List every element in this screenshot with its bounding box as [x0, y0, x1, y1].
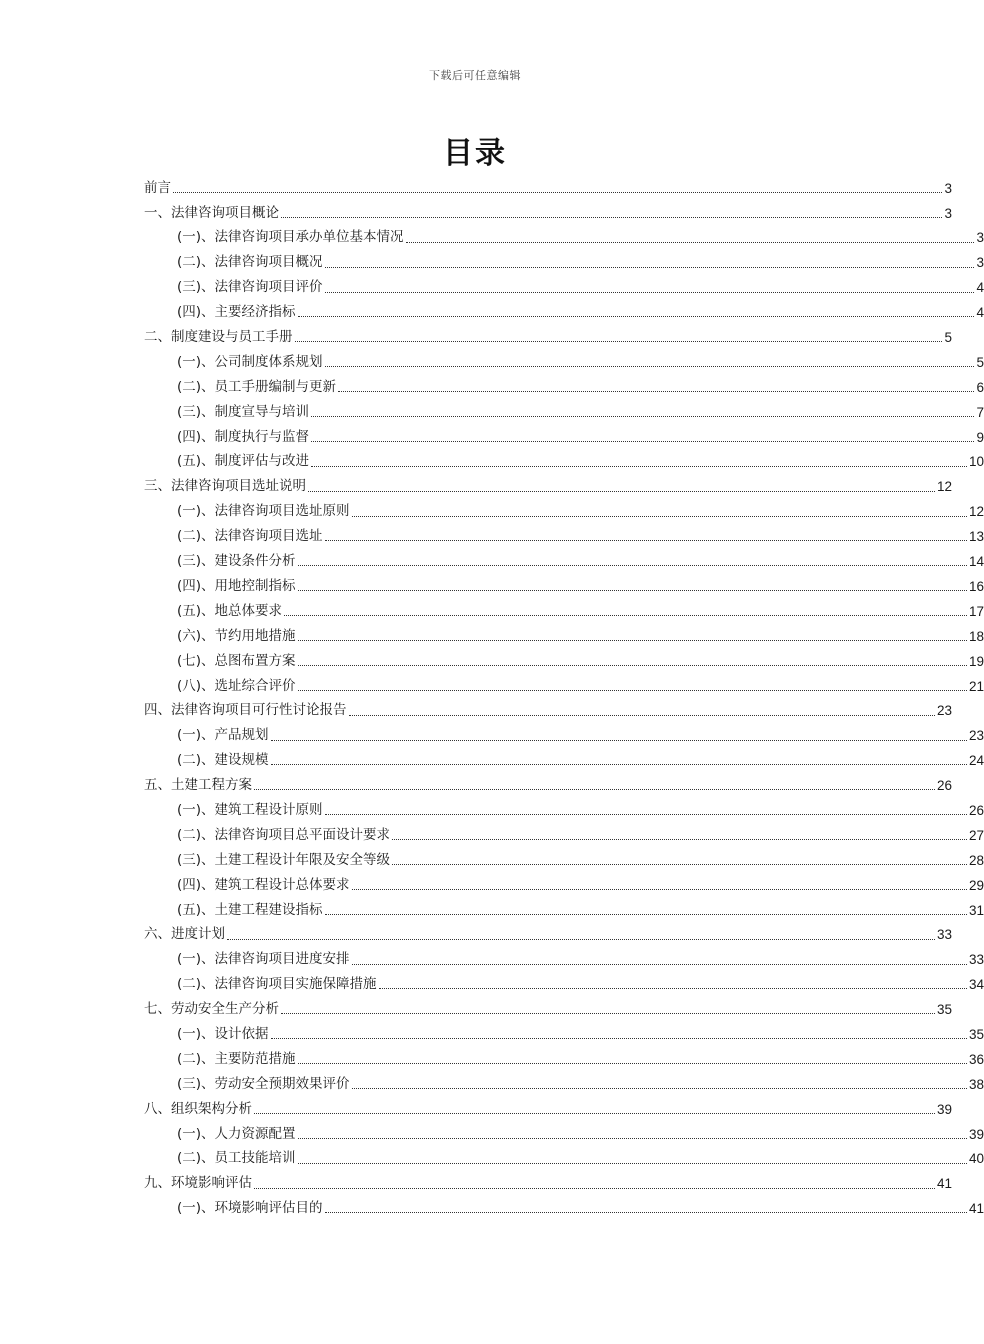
toc-page-number: 4	[976, 280, 984, 296]
toc-page-number: 10	[968, 454, 984, 470]
toc-section-entry[interactable]	[0, 276, 984, 301]
toc-page-number: 12	[968, 504, 984, 520]
toc-section-entry[interactable]	[0, 400, 984, 425]
toc-entry-text: (四)、建筑工程设计总体要求	[177, 876, 350, 893]
toc-entry-text: 六、进度计划	[144, 926, 225, 943]
toc-entry-text: (八)、选址综合评价	[177, 677, 296, 694]
toc-entry-text: 八、组织架构分析	[144, 1100, 252, 1117]
toc-page-number: 29	[968, 877, 984, 893]
toc-entry-text: 七、劳动安全生产分析	[144, 1001, 279, 1018]
toc-dot-leader	[173, 192, 942, 193]
toc-dot-leader	[352, 889, 967, 890]
toc-section-entry[interactable]	[0, 948, 984, 973]
toc-dot-leader	[325, 292, 975, 293]
toc-page-number: 3	[976, 230, 984, 246]
toc-chapter-entry[interactable]	[0, 997, 952, 1022]
toc-page-number: 24	[968, 753, 984, 769]
toc-page-number: 16	[968, 578, 984, 594]
toc-section-entry[interactable]	[0, 549, 984, 574]
toc-section-entry[interactable]	[0, 848, 984, 873]
toc-entry-text: (二)、员工手册编制与更新	[177, 378, 337, 395]
toc-entry-text: (四)、主要经济指标	[177, 304, 296, 321]
toc-page-number: 13	[968, 529, 984, 545]
toc-section-entry[interactable]	[0, 450, 984, 475]
toc-entry-text: (五)、制度评估与改进	[177, 453, 310, 470]
toc-entry-text: (二)、法律咨询项目选址	[177, 528, 323, 545]
toc-page-number: 27	[968, 827, 984, 843]
toc-page-number: 35	[936, 1002, 952, 1018]
toc-section-entry[interactable]	[0, 798, 984, 823]
header-note: 下载后可任意编辑	[429, 69, 521, 82]
toc-page-number: 14	[968, 554, 984, 570]
toc-page-number: 26	[968, 802, 984, 818]
toc-entry-text: 二、制度建设与员工手册	[144, 329, 293, 346]
toc-dot-leader	[352, 1088, 967, 1089]
toc-section-entry[interactable]	[0, 574, 984, 599]
toc-page-number: 33	[968, 952, 984, 968]
toc-section-entry[interactable]	[0, 898, 984, 923]
toc-page-number: 33	[936, 927, 952, 943]
toc-section-entry[interactable]	[0, 300, 984, 325]
toc-dot-leader	[298, 590, 967, 591]
toc-entry-text: (三)、法律咨询项目评价	[177, 279, 323, 296]
toc-entry-text: (一)、环境影响评估目的	[177, 1200, 323, 1217]
toc-section-entry[interactable]	[0, 1122, 984, 1147]
toc-entry-text: (一)、法律咨询项目进度安排	[177, 951, 350, 968]
toc-dot-leader	[311, 416, 974, 417]
toc-entry-text: (二)、员工技能培训	[177, 1150, 296, 1167]
toc-entry-text: 三、法律咨询项目选址说明	[144, 478, 306, 495]
toc-dot-leader	[338, 391, 974, 392]
toc-page-number: 12	[936, 479, 952, 495]
toc-page-number: 39	[936, 1101, 952, 1117]
toc-entry-text: (一)、法律咨询项目选址原则	[177, 503, 350, 520]
toc-dot-leader	[298, 665, 967, 666]
toc-entry-text: (一)、人力资源配置	[177, 1125, 296, 1142]
toc-entry-text: (一)、法律咨询项目承办单位基本情况	[177, 229, 404, 246]
toc-dot-leader	[325, 1212, 967, 1213]
toc-page-number: 3	[944, 180, 952, 196]
toc-entry-text: (二)、主要防范措施	[177, 1050, 296, 1067]
toc-entry-text: (五)、地总体要求	[177, 602, 283, 619]
toc-page-number: 5	[976, 354, 984, 370]
toc-dot-leader	[311, 466, 967, 467]
toc-page-number: 35	[968, 1026, 984, 1042]
toc-dot-leader	[254, 789, 935, 790]
toc-section-entry[interactable]	[0, 649, 984, 674]
toc-section-entry[interactable]	[0, 599, 984, 624]
toc-page-number: 21	[968, 678, 984, 694]
toc-dot-leader	[281, 217, 942, 218]
toc-page-number: 39	[968, 1126, 984, 1142]
toc-entry-text: 前言	[144, 179, 171, 196]
toc-dot-leader	[325, 914, 967, 915]
toc-entry-text: (一)、设计依据	[177, 1025, 269, 1042]
toc-section-entry[interactable]	[0, 350, 984, 375]
toc-section-entry[interactable]	[0, 251, 984, 276]
toc-list	[0, 176, 984, 1221]
toc-entry-text: 四、法律咨询项目可行性讨论报告	[144, 702, 347, 719]
toc-dot-leader	[271, 740, 967, 741]
toc-section-entry[interactable]	[0, 1022, 984, 1047]
toc-entry-text: (四)、制度执行与监督	[177, 428, 310, 445]
toc-entry-text: (一)、公司制度体系规划	[177, 353, 323, 370]
toc-section-entry[interactable]	[0, 748, 984, 773]
toc-dot-leader	[298, 1063, 967, 1064]
toc-dot-leader	[254, 1188, 935, 1189]
toc-section-entry[interactable]	[0, 1197, 984, 1222]
toc-section-entry[interactable]	[0, 1072, 984, 1097]
toc-entry-text: (一)、建筑工程设计原则	[177, 801, 323, 818]
toc-section-entry[interactable]	[0, 1047, 984, 1072]
toc-section-entry[interactable]	[0, 823, 984, 848]
toc-chapter-entry[interactable]	[0, 1172, 952, 1197]
toc-page-number: 34	[968, 977, 984, 993]
toc-page-number: 17	[968, 603, 984, 619]
toc-entry-text: 五、土建工程方案	[144, 777, 252, 794]
toc-chapter-entry[interactable]	[0, 201, 952, 226]
toc-dot-leader	[325, 814, 967, 815]
toc-dot-leader	[308, 491, 935, 492]
toc-page-number: 9	[976, 429, 984, 445]
toc-dot-leader	[281, 1013, 935, 1014]
toc-chapter-entry[interactable]	[0, 699, 952, 724]
toc-dot-leader	[392, 864, 967, 865]
toc-entry-text: (二)、法律咨询项目概况	[177, 254, 323, 271]
toc-page-number: 18	[968, 628, 984, 644]
toc-entry-text: (三)、土建工程设计年限及安全等级	[177, 851, 391, 868]
toc-entry-text: (五)、土建工程建设指标	[177, 901, 323, 918]
toc-dot-leader	[284, 615, 967, 616]
toc-section-entry[interactable]	[0, 425, 984, 450]
toc-entry-text: 九、环境影响评估	[144, 1175, 252, 1192]
toc-chapter-entry[interactable]	[0, 923, 952, 948]
toc-page-number: 31	[968, 902, 984, 918]
toc-dot-leader	[352, 516, 967, 517]
toc-page-number: 6	[976, 379, 984, 395]
toc-section-entry[interactable]	[0, 724, 984, 749]
toc-section-entry[interactable]	[0, 674, 984, 699]
toc-title: 目录	[443, 136, 507, 171]
toc-page-number: 4	[976, 305, 984, 321]
toc-entry-text: (三)、建设条件分析	[177, 553, 296, 570]
toc-dot-leader	[392, 839, 967, 840]
toc-entry-text: (二)、法律咨询项目总平面设计要求	[177, 826, 391, 843]
toc-page-number: 19	[968, 653, 984, 669]
toc-section-entry[interactable]	[0, 973, 984, 998]
toc-chapter-entry[interactable]	[0, 1097, 952, 1122]
toc-entry-text: (七)、总图布置方案	[177, 652, 296, 669]
toc-dot-leader	[298, 690, 967, 691]
toc-dot-leader	[271, 764, 967, 765]
toc-section-entry[interactable]	[0, 524, 984, 549]
toc-chapter-entry[interactable]	[0, 773, 952, 798]
toc-entry-text: (二)、建设规模	[177, 752, 269, 769]
toc-dot-leader	[349, 715, 935, 716]
toc-page-number: 41	[968, 1201, 984, 1217]
toc-page-number: 5	[944, 330, 952, 346]
toc-dot-leader	[227, 939, 935, 940]
toc-dot-leader	[298, 1138, 967, 1139]
toc-page-number: 26	[936, 778, 952, 794]
toc-section-entry[interactable]	[0, 624, 984, 649]
toc-dot-leader	[352, 964, 967, 965]
toc-dot-leader	[298, 1163, 967, 1164]
toc-entry-text: (三)、劳动安全预期效果评价	[177, 1075, 350, 1092]
toc-entry-text: (一)、产品规划	[177, 727, 269, 744]
toc-section-entry[interactable]	[0, 375, 984, 400]
toc-chapter-entry[interactable]	[0, 325, 952, 350]
toc-page-number: 3	[944, 205, 952, 221]
toc-page-number: 40	[968, 1151, 984, 1167]
toc-dot-leader	[295, 341, 943, 342]
toc-section-entry[interactable]	[0, 500, 984, 525]
toc-chapter-entry[interactable]	[0, 176, 952, 201]
toc-dot-leader	[298, 640, 967, 641]
toc-section-entry[interactable]	[0, 1147, 984, 1172]
toc-dot-leader	[311, 441, 974, 442]
toc-page-number: 28	[968, 852, 984, 868]
toc-section-entry[interactable]	[0, 226, 984, 251]
toc-page-number: 23	[968, 728, 984, 744]
toc-dot-leader	[298, 565, 967, 566]
toc-section-entry[interactable]	[0, 873, 984, 898]
toc-entry-text: (三)、制度宣导与培训	[177, 403, 310, 420]
toc-chapter-entry[interactable]	[0, 475, 952, 500]
toc-page-number: 3	[976, 255, 984, 271]
toc-page-number: 36	[968, 1051, 984, 1067]
toc-page-number: 38	[968, 1076, 984, 1092]
toc-dot-leader	[254, 1113, 935, 1114]
toc-page-number: 7	[976, 404, 984, 420]
toc-dot-leader	[325, 267, 975, 268]
toc-dot-leader	[406, 242, 975, 243]
toc-page-number: 41	[936, 1176, 952, 1192]
toc-dot-leader	[298, 316, 975, 317]
toc-entry-text: (六)、节约用地措施	[177, 627, 296, 644]
toc-dot-leader	[325, 540, 967, 541]
toc-dot-leader	[325, 366, 975, 367]
toc-page-number: 23	[936, 703, 952, 719]
toc-entry-text: (四)、用地控制指标	[177, 577, 296, 594]
toc-dot-leader	[379, 988, 967, 989]
toc-entry-text: (二)、法律咨询项目实施保障措施	[177, 976, 377, 993]
toc-entry-text: 一、法律咨询项目概论	[144, 204, 279, 221]
toc-dot-leader	[271, 1038, 967, 1039]
